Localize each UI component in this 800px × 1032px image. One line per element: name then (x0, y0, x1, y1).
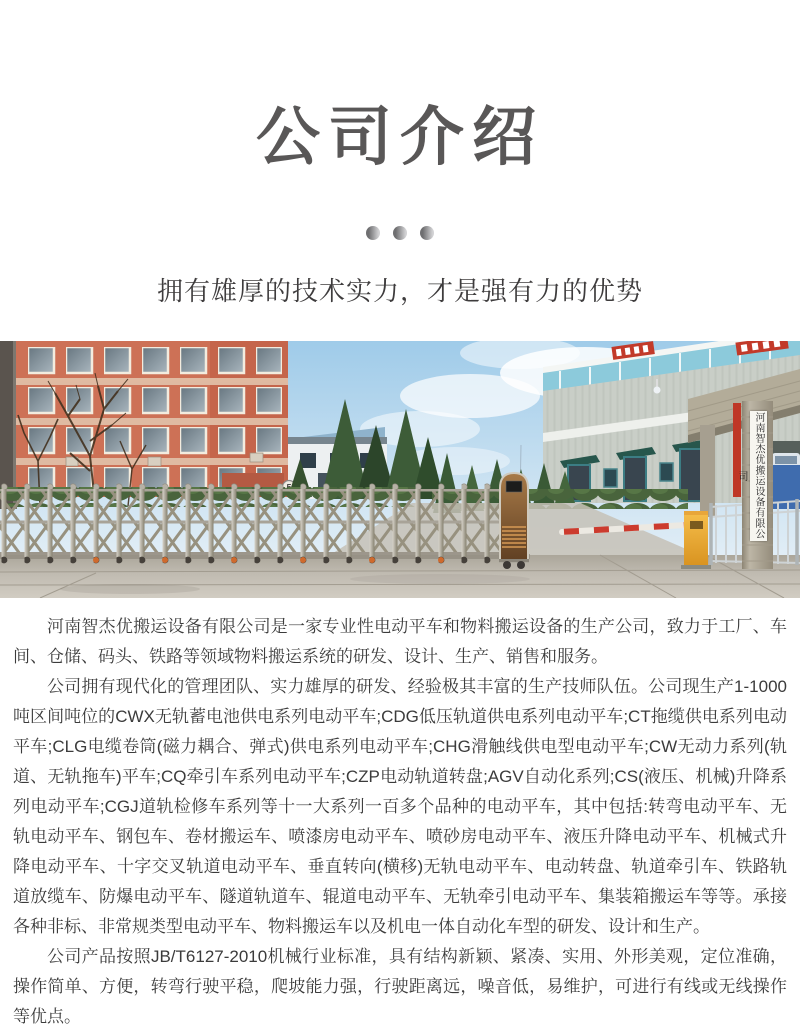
divider-dot-icon (366, 226, 380, 240)
gate-motor-unit (499, 473, 529, 569)
photo-scene (0, 341, 800, 598)
retractable-gate (0, 473, 529, 569)
pillar-company-sign: 河南智杰优搬运设备有限公司 (750, 411, 767, 541)
page-title: 公司介绍 (256, 101, 544, 173)
company-intro-article (0, 598, 800, 1032)
intro-subtitle: 拥有雄厚的技术实力，才是强有力的优势 (156, 276, 643, 306)
company-intro-paragraph-1: 河南智杰优搬运设备有限公司是一家专业性电动平车和物料搬运设备的生产公司，致力于工厂、车间、仓储、码头、铁路等领域物料搬运系统的研发、设计、生产、销售和服务。 (13, 617, 787, 666)
divider-dot-icon (393, 226, 407, 240)
divider-dot-icon (420, 226, 434, 240)
page-header (0, 0, 800, 308)
company-intro-paragraph-3: 公司产品按照JB/T6127-2010机械行业标准，具有结构新颖、紧凑、实用、外形美观，定位准确，操作简单、方便，转弯行驶平稳，爬坡能力强，行驶距离远，噪音低，易维护，可进行有线或无线操作等优点。 (13, 947, 787, 1026)
divider-dots (0, 226, 800, 240)
company-gate-photo (0, 341, 800, 598)
company-intro-paragraph-2: 公司拥有现代化的管理团队、实力雄厚的研发、经验极其丰富的生产技师队伍。公司现生产1-1000吨区间吨位的CWX无轨蓄电池供电系列电动平车;CDG低压轨道供电系列电动平车;CT拖缆供电系列电动平车;CLG电缆卷筒(磁力耦合、弹式)供电系列电动平车;CHG滑触线供电型电动平车;CW无动力系列(轨道、无轨拖车)平车;CQ牵引车系列电动平车;CZP电动轨道转盘;AGV自动化系列;CS(液压、机械)升降系列电动平车;CGJ道轨检修车系列等十一大系列一百多个品种的电动平车，其中包括:转弯电动平车、无轨电动平车、钢包车、卷材搬运车、喷漆房电动平车、喷砂房电动平车、液压升降电动平车、机械式升降电动平车、十字交叉轨道电动平车、垂直转向(横移)无轨电动平车、电动转盘、轨道牵引车、铁路轨道放缆车、防爆电动平车、隧道轨道车、辊道电动平车、无轨牵引电动平车、集装箱搬运车等等。承接各种非标、非常规类型电动平车、物料搬运车以及机电一体自动化车型的研发、设计和生产。 (13, 677, 787, 936)
